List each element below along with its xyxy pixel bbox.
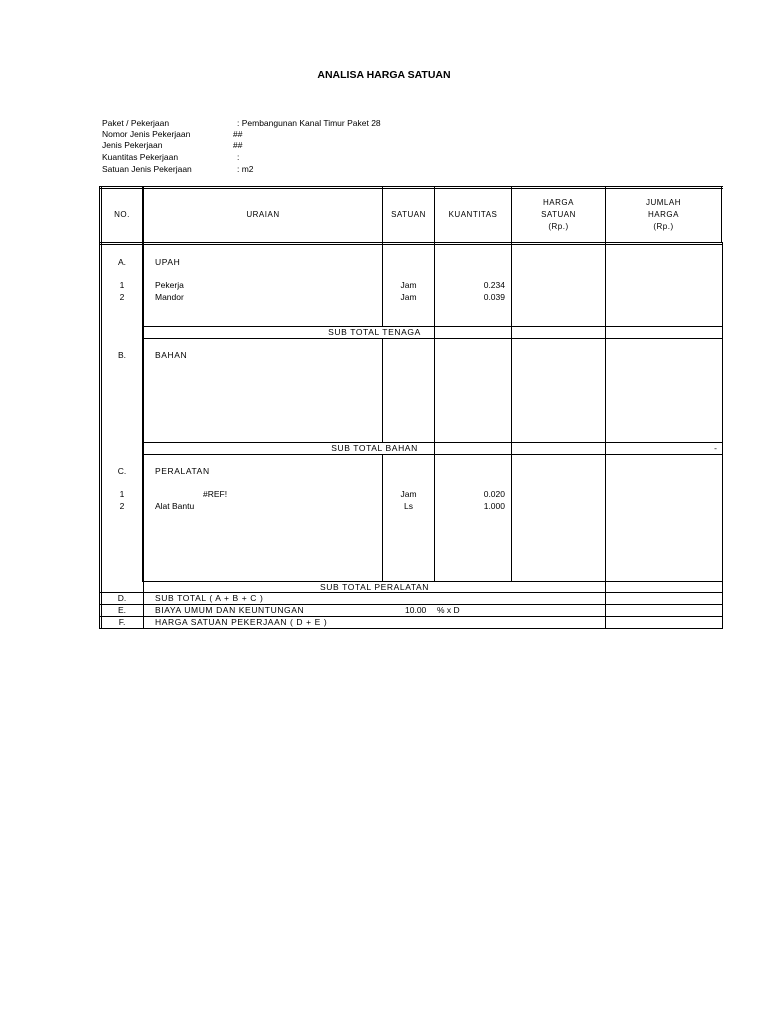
peralatan-row-1-satuan: Jam <box>400 489 417 499</box>
peralatan-row-2-kuantitas: 1.000 <box>483 501 505 511</box>
upah-row-2-kuantitas: 0.039 <box>483 292 505 302</box>
info-value-jenis: ## <box>233 140 243 150</box>
info-label-nomor: Nomor Jenis Pekerjaan <box>102 129 191 139</box>
header-harga-2: SATUAN <box>541 210 576 219</box>
section-b-no: B. <box>117 350 127 360</box>
peralatan-row-2-name: Alat Bantu <box>155 501 195 511</box>
total-e-label: BIAYA UMUM DAN KEUNTUNGAN <box>155 605 305 615</box>
peralatan-row-2-no: 2 <box>119 501 125 511</box>
peralatan-row-2-satuan: Ls <box>404 501 413 511</box>
upah-row-1-name: Pekerja <box>155 280 184 290</box>
header-harga-1: HARGA <box>543 198 574 207</box>
section-a-no: A. <box>117 257 127 267</box>
header-jumlah-1: JUMLAH <box>645 198 681 207</box>
table-top-border <box>99 186 723 187</box>
subtotal-bahan-label: SUB TOTAL BAHAN <box>331 443 418 453</box>
upah-row-2-no: 2 <box>119 292 125 302</box>
col-line-uraian-a <box>382 186 383 326</box>
table-right-border-header <box>721 186 722 242</box>
col-line-no-2 <box>143 186 144 629</box>
info-label-jenis: Jenis Pekerjaan <box>102 140 163 150</box>
section-a-title: UPAH <box>155 257 181 267</box>
info-value-kuantitas: : <box>237 152 240 162</box>
header-no: NO. <box>114 210 130 219</box>
total-f-no: F. <box>118 617 126 627</box>
subtotal-peralatan-label: SUB TOTAL PERALATAN <box>319 582 430 592</box>
info-value-paket: : Pembangunan Kanal Timur Paket 28 <box>237 118 381 128</box>
table-bottom-border <box>99 628 723 629</box>
total-d-label: SUB TOTAL ( A + B + C ) <box>155 593 264 603</box>
subtotal-bahan-bottom <box>143 454 723 455</box>
upah-row-1-no: 1 <box>119 280 125 290</box>
table-left-border <box>99 186 100 629</box>
total-e-no: E. <box>117 605 127 615</box>
header-divider <box>99 242 723 243</box>
subtotal-tenaga-label: SUB TOTAL TENAGA <box>328 327 421 337</box>
total-f-label: HARGA SATUAN PEKERJAAN ( D + E ) <box>155 617 328 627</box>
peralatan-row-1-no: 1 <box>119 489 125 499</box>
col-line-satuan <box>434 186 435 582</box>
info-label-satuan: Satuan Jenis Pekerjaan <box>102 164 192 174</box>
table-right-border <box>722 242 723 629</box>
col-line-harga <box>605 186 606 629</box>
upah-row-1-satuan: Jam <box>400 280 417 290</box>
total-e-percent: 10.00 <box>405 605 427 615</box>
peralatan-row-1-name: #REF! <box>203 489 228 499</box>
info-label-kuantitas: Kuantitas Pekerjaan <box>102 152 179 162</box>
total-e-suffix: % x D <box>437 605 460 615</box>
info-label-paket: Paket / Pekerjaan <box>102 118 170 128</box>
header-harga-3: (Rp.) <box>548 222 569 231</box>
header-divider-inner <box>99 244 723 245</box>
info-value-nomor: ## <box>233 129 243 139</box>
page-title: ANALISA HARGA SATUAN <box>317 69 451 81</box>
table-top-border-inner <box>99 188 723 189</box>
header-uraian: URAIAN <box>246 210 280 219</box>
analysis-table <box>99 186 723 629</box>
upah-row-2-satuan: Jam <box>400 292 417 302</box>
col-line-kuantitas <box>511 186 512 582</box>
table-left-border-inner <box>101 186 102 629</box>
subtotal-bahan-value: - <box>714 443 717 453</box>
info-value-satuan: : m2 <box>237 164 254 174</box>
header-jumlah-2: HARGA <box>648 210 679 219</box>
section-c-no: C. <box>117 466 127 476</box>
section-b-title: BAHAN <box>155 350 188 360</box>
col-line-uraian-b <box>382 338 383 442</box>
peralatan-row-1-kuantitas: 0.020 <box>483 489 505 499</box>
section-c-title: PERALATAN <box>155 466 210 476</box>
header-jumlah-3: (Rp.) <box>653 222 674 231</box>
header-kuantitas: KUANTITAS <box>448 210 498 219</box>
total-d-no: D. <box>117 593 127 603</box>
header-satuan: SATUAN <box>391 210 426 219</box>
col-line-uraian-c <box>382 454 383 582</box>
subtotal-tenaga-bottom <box>143 338 723 339</box>
upah-row-1-kuantitas: 0.234 <box>483 280 505 290</box>
upah-row-2-name: Mandor <box>155 292 184 302</box>
